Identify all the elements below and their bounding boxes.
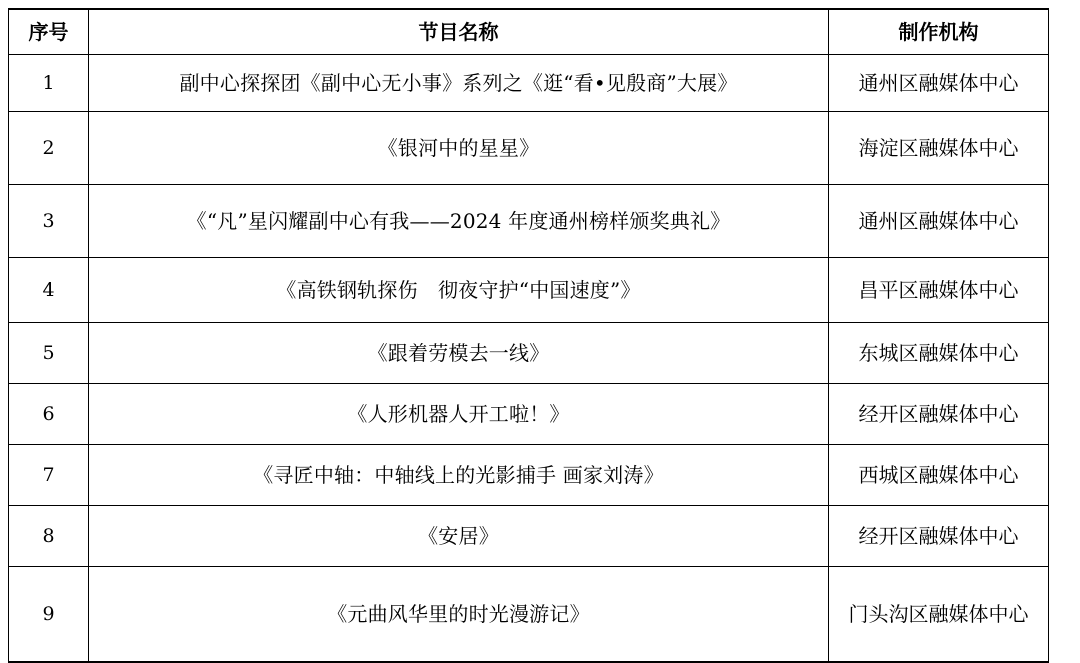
- cell-index: 2: [9, 112, 89, 185]
- cell-organization: 经开区融媒体中心: [829, 384, 1049, 445]
- cell-organization: 西城区融媒体中心: [829, 445, 1049, 506]
- program-list-table: [8, 8, 1049, 663]
- cell-program-name: 《元曲风华里的时光漫游记》: [89, 567, 829, 663]
- table-row: [9, 445, 1049, 506]
- table-row: [9, 506, 1049, 567]
- cell-organization: 海淀区融媒体中心: [829, 112, 1049, 185]
- table-row: [9, 384, 1049, 445]
- cell-program-name: 《高铁钢轨探伤 彻夜守护“中国速度”》: [89, 258, 829, 323]
- cell-organization: 经开区融媒体中心: [829, 506, 1049, 567]
- cell-program-name: 《银河中的星星》: [89, 112, 829, 185]
- column-header-org: 制作机构: [829, 9, 1049, 55]
- cell-index: 5: [9, 323, 89, 384]
- table-header-row: [9, 9, 1049, 55]
- cell-organization: 通州区融媒体中心: [829, 185, 1049, 258]
- cell-program-name: 《安居》: [89, 506, 829, 567]
- cell-program-name: 副中心探探团《副中心无小事》系列之《逛“看•见殷商”大展》: [89, 55, 829, 112]
- table-row: [9, 185, 1049, 258]
- cell-index: 8: [9, 506, 89, 567]
- cell-index: 7: [9, 445, 89, 506]
- cell-program-name: 《寻匠中轴：中轴线上的光影捕手 画家刘涛》: [89, 445, 829, 506]
- cell-program-name: 《人形机器人开工啦！》: [89, 384, 829, 445]
- cell-organization: 昌平区融媒体中心: [829, 258, 1049, 323]
- cell-index: 6: [9, 384, 89, 445]
- column-header-name: 节目名称: [89, 9, 829, 55]
- cell-index: 3: [9, 185, 89, 258]
- cell-organization: 东城区融媒体中心: [829, 323, 1049, 384]
- table-header: [9, 9, 1049, 55]
- cell-program-name: 《“凡”星闪耀副中心有我——2024 年度通州榜样颁奖典礼》: [89, 185, 829, 258]
- table-row: [9, 112, 1049, 185]
- cell-index: 1: [9, 55, 89, 112]
- cell-index: 9: [9, 567, 89, 663]
- cell-index: 4: [9, 258, 89, 323]
- cell-program-name: 《跟着劳模去一线》: [89, 323, 829, 384]
- table-body: [9, 55, 1049, 663]
- cell-organization: 门头沟区融媒体中心: [829, 567, 1049, 663]
- table-row: [9, 258, 1049, 323]
- cell-organization: 通州区融媒体中心: [829, 55, 1049, 112]
- table-row: [9, 567, 1049, 663]
- table-row: [9, 55, 1049, 112]
- column-header-index: 序号: [9, 9, 89, 55]
- table-row: [9, 323, 1049, 384]
